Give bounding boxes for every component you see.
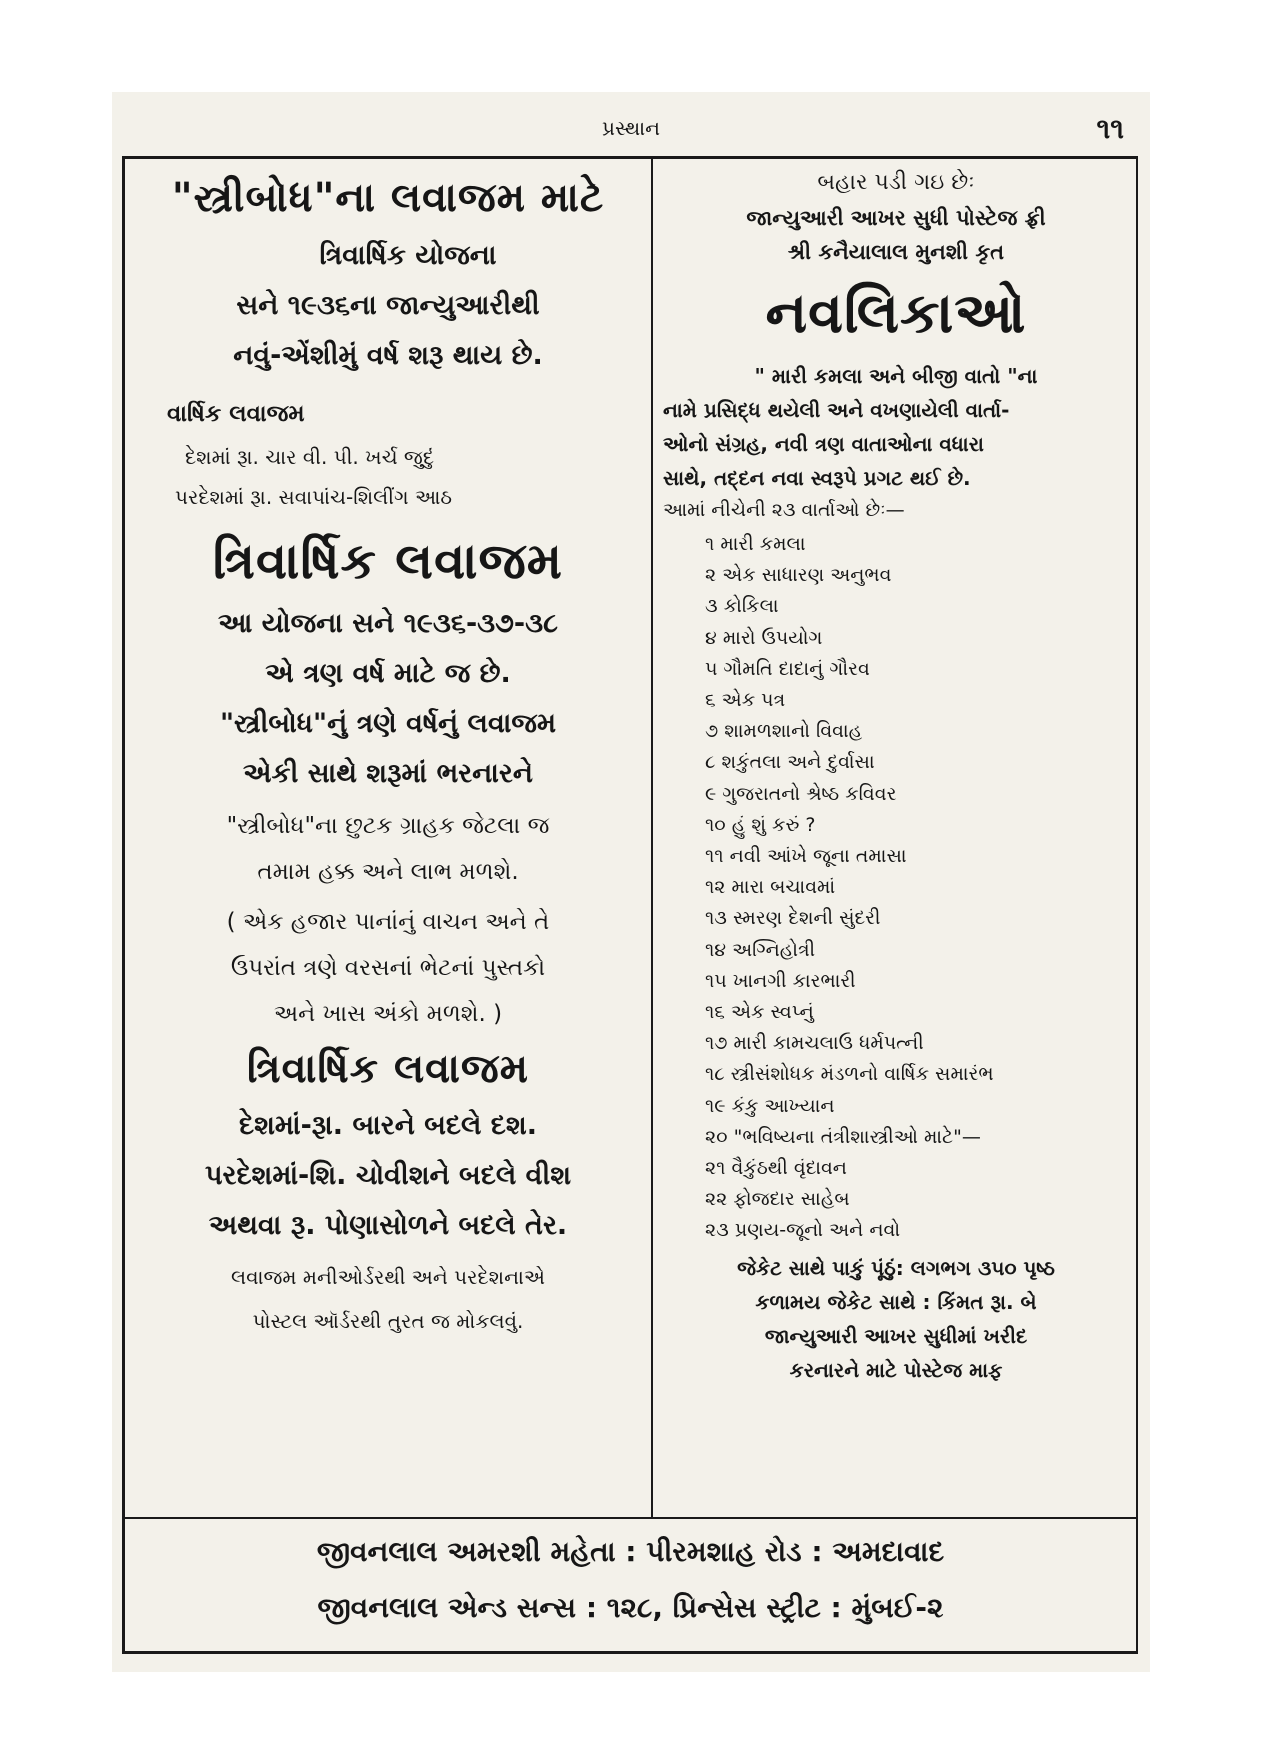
benefit-line: "સ્ત્રીબોધ"ના છુટક ગ્રાહક જેટલા જ: [226, 813, 550, 839]
list-item: ૧૯ કંકુ આખ્યાન: [705, 1094, 835, 1117]
annual-line: દેશમાં રૂા. ચાર વી. પી. ખર્ચ જુદું: [185, 445, 435, 469]
description-line: ઓનો સંગ્રહ, નવી ત્રણ વાતાઓના વધારા: [663, 432, 984, 456]
story-list: [663, 529, 1129, 1247]
triennial-line: આ યોજના સને ૧૯૩૬-૩૭-૩૮: [218, 608, 558, 639]
list-item: ૧૨ મારા બચાવમાં: [705, 876, 836, 899]
header-title: પ્રસ્થાન: [601, 116, 661, 140]
gift-line: ઉપરાંત ત્રણે વરસનાં ભેટનાં પુસ્તકો: [230, 955, 546, 981]
book-detail-line: જેકેટ સાથે પાકું પૂંઠું: લગભગ ૩૫૦ પૃષ્ઠ: [737, 1255, 1055, 1280]
book-column: [655, 165, 1137, 1387]
list-item: ૧૪ અગ્નિહોત્રી: [705, 938, 816, 961]
triennial-title-2: ત્રિવાર્ષિક લવાજમ: [247, 1046, 529, 1092]
list-item: ૪ મારો ઉપયોગ: [705, 626, 823, 649]
column-divider: [651, 159, 653, 1517]
triennial-line: એ ત્રણ વર્ષ માટે જ છે.: [265, 658, 511, 689]
list-item: ૯ ગુજરાતનો શ્રેષ્ઠ કવિવર: [705, 782, 897, 805]
list-item: ૨૨ ફોજદાર સાહેબ: [705, 1188, 850, 1211]
remittance-line: લવાજમ મનીઓર્ડરથી અને પરદેશનાએ: [231, 1265, 545, 1289]
description-line: નામે પ્રસિદ્ધ થયેલી અને વખણાયેલી વાર્તા-: [663, 398, 1010, 422]
benefit-line: તમામ હક્ક અને લાભ મળશે.: [257, 859, 519, 885]
subscription-column: [125, 165, 651, 1341]
advertisement-frame: [122, 156, 1138, 1654]
publisher-address-ahmedabad: જીવનલાલ અમરશી મહેતા : પીરમશાહ રોડ : અમદાવાદ: [316, 1535, 945, 1568]
list-item: ૧૮ સ્ત્રીસંશોધક મંડળનો વાર્ષિક સમારંભ: [705, 1063, 994, 1086]
footer-divider: [125, 1517, 1136, 1519]
book-detail-line: કળામય જેકેટ સાથે : કિંમત રૂા. બે: [755, 1289, 1037, 1314]
page: [112, 92, 1150, 1672]
list-item: ૧૭ મારી કામચલાઉ ધર્મપત્ની: [705, 1032, 924, 1055]
list-item: ૧૫ ખાનગી કારભારી: [705, 969, 856, 992]
description-line: " મારી કમલા અને બીજી વાતો "ના: [754, 364, 1038, 388]
list-item: ૬ એક પત્ર: [705, 689, 786, 712]
book-detail-line: જાન્યુઆરી આખર સુધીમાં ખરીદ: [764, 1323, 1028, 1348]
list-item: ૩ કોકિલા: [705, 595, 779, 618]
list-item: ૧૩ સ્મરણ દેશની સુંદરી: [705, 907, 881, 930]
list-item: ૧૬ એક સ્વપ્નું: [705, 1001, 814, 1024]
scheme-line: સને ૧૯૩૬ના જાન્યુઆરીથી: [236, 290, 540, 321]
triennial-line: એકી સાથે શરૂમાં ભરનારને: [243, 758, 533, 789]
list-item: ૨૧ વૈકુંઠથી વૃંદાવન: [705, 1157, 847, 1180]
remittance-line: પોસ્ટલ ઑર્ડરથી તુરત જ મોકલવું.: [252, 1309, 524, 1333]
annual-heading: વાર્ષિક લવાજમ: [167, 401, 305, 427]
gift-line: અને ખાસ અંકો મળશે. ): [273, 1001, 503, 1027]
release-line: શ્રી કનૈયાલાલ મુનશી કૃત: [787, 240, 1005, 264]
book-title: નવલિકાઓ: [765, 281, 1027, 346]
list-item: ૭ શામળશાનો વિવાહ: [705, 720, 863, 743]
publisher-address-bombay: જીવનલાલ એન્ડ સન્સ : ૧૨૮, પ્રિન્સેસ સ્ટ્રીટ : મુંબઈ-૨: [317, 1591, 944, 1624]
scheme-line: નવું-એંશીમું વર્ષ શરૂ થાય છે.: [233, 340, 543, 371]
annual-line: પરદેશમાં રૂા. સવાપાંચ-શિલીંગ આઠ: [175, 485, 453, 509]
description-line: સાથે, તદ્દન નવા સ્વરૂપે પ્રગટ થઈ છે.: [663, 466, 971, 490]
triennial-line: "સ્ત્રીબોધ"નું ત્રણે વર્ષનું લવાજમ: [219, 708, 557, 739]
list-item: ૫ ગૌમતિ દાદાનું ગૌરવ: [705, 657, 870, 680]
gift-line: ( એક હજાર પાનાંનું વાચન અને તે: [226, 909, 550, 935]
list-item: ૮ શકુંતલા અને દુર્વાસા: [705, 751, 875, 774]
list-item: ૧૧ નવી આંખે જૂના તમાસા: [705, 845, 907, 868]
list-item: ૨૩ પ્રણય-જૂનો અને નવો: [705, 1219, 901, 1242]
subscription-title: "સ્ત્રીબોધ"ના લવાજમ માટે: [171, 175, 605, 221]
price-line: અથવા રૂ. પોણાસોળને બદલે તેર.: [208, 1210, 568, 1241]
book-detail-line: કરનારને માટે પોસ્ટેજ માફ: [789, 1357, 1003, 1382]
triennial-title: ત્રિવાર્ષિક લવાજમ: [212, 532, 564, 590]
price-line: દેશમાં-રૂા. બારને બદલે દશ.: [239, 1110, 537, 1141]
running-header: [112, 110, 1150, 150]
page-number: ૧૧: [1096, 112, 1124, 145]
list-item: ૧૦ હું શું કરું ?: [705, 813, 816, 836]
release-line: જાન્યુઆરી આખર સુધી પોસ્ટેજ ફ્રી: [746, 206, 1046, 230]
description-line: આમાં નીચેની ૨૩ વાર્તાઓ છેઃ—: [663, 499, 905, 521]
list-item: ૨ એક સાધારણ અનુભવ: [705, 564, 892, 587]
scheme-line: ત્રિવાર્ષિક યોજના: [319, 240, 497, 271]
list-item: ૨૦ "ભવિષ્યના તંત્રીશાસ્ત્રીઓ માટે"—: [705, 1125, 981, 1148]
list-item: ૧ મારી કમલા: [705, 533, 806, 555]
release-line: બહાર પડી ગઇ છેઃ: [817, 170, 975, 195]
price-line: પરદેશમાં-શિ. ચોવીશને બદલે વીશ: [204, 1160, 572, 1191]
